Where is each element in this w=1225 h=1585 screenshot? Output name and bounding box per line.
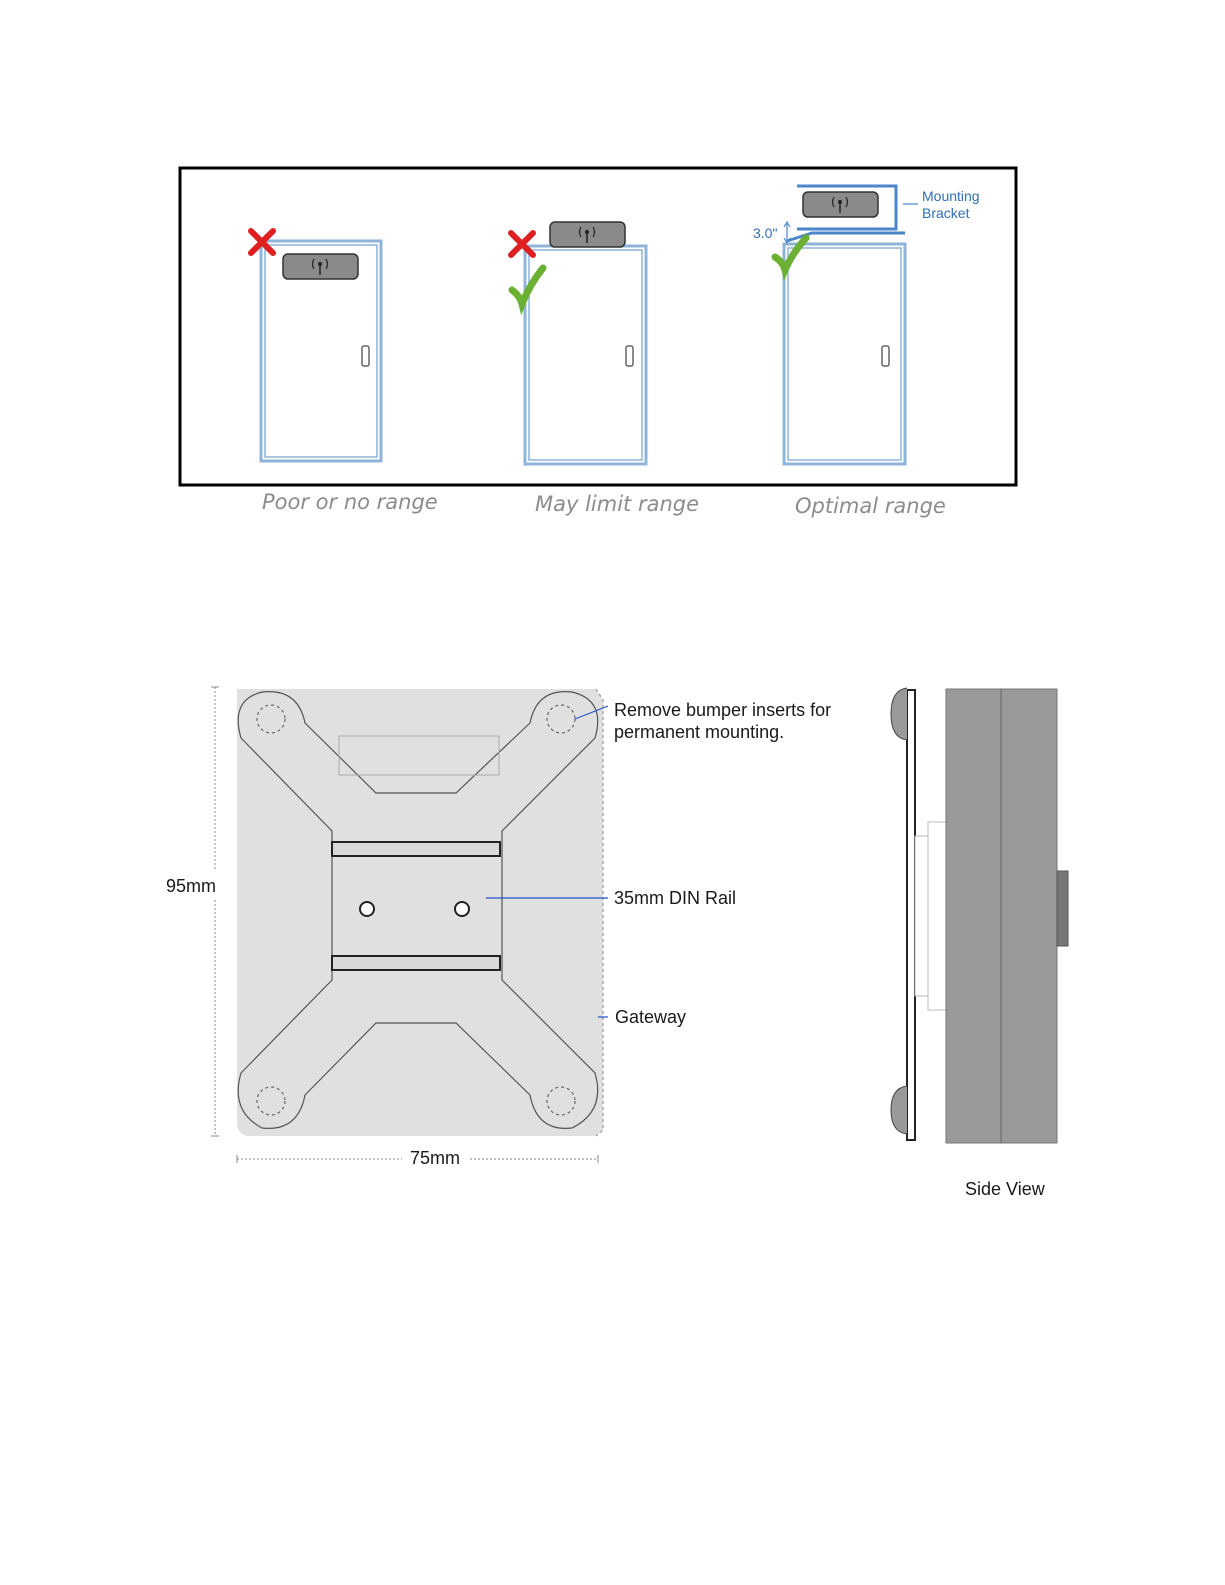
bumper-callout-text: Remove bumper inserts for permanent mounting. bbox=[614, 700, 832, 742]
mounting-plate bbox=[237, 689, 603, 1136]
din-rail-callout-text: 35mm DIN Rail bbox=[614, 888, 737, 908]
gateway-callout-text: Gateway bbox=[615, 1007, 687, 1027]
caption-poor-range: Poor or no range bbox=[262, 490, 438, 514]
caption-may-limit-range: May limit range bbox=[535, 492, 700, 516]
placement-frame bbox=[180, 168, 1016, 485]
width-label: 75mm bbox=[410, 1148, 461, 1168]
gateway-device-icon bbox=[803, 192, 878, 217]
height-dimension-line bbox=[211, 687, 219, 1136]
side-view-diagram bbox=[891, 688, 1068, 1143]
gateway-device-icon bbox=[550, 222, 625, 247]
gateway-device-icon bbox=[283, 254, 358, 279]
side-view-label: Side View bbox=[965, 1179, 1045, 1199]
height-label: 95mm bbox=[166, 876, 217, 896]
mounting-bracket-label: Mounting Bracket bbox=[922, 188, 980, 221]
caption-optimal-range: Optimal range bbox=[795, 494, 946, 518]
clearance-label: 3.0" bbox=[753, 225, 778, 241]
